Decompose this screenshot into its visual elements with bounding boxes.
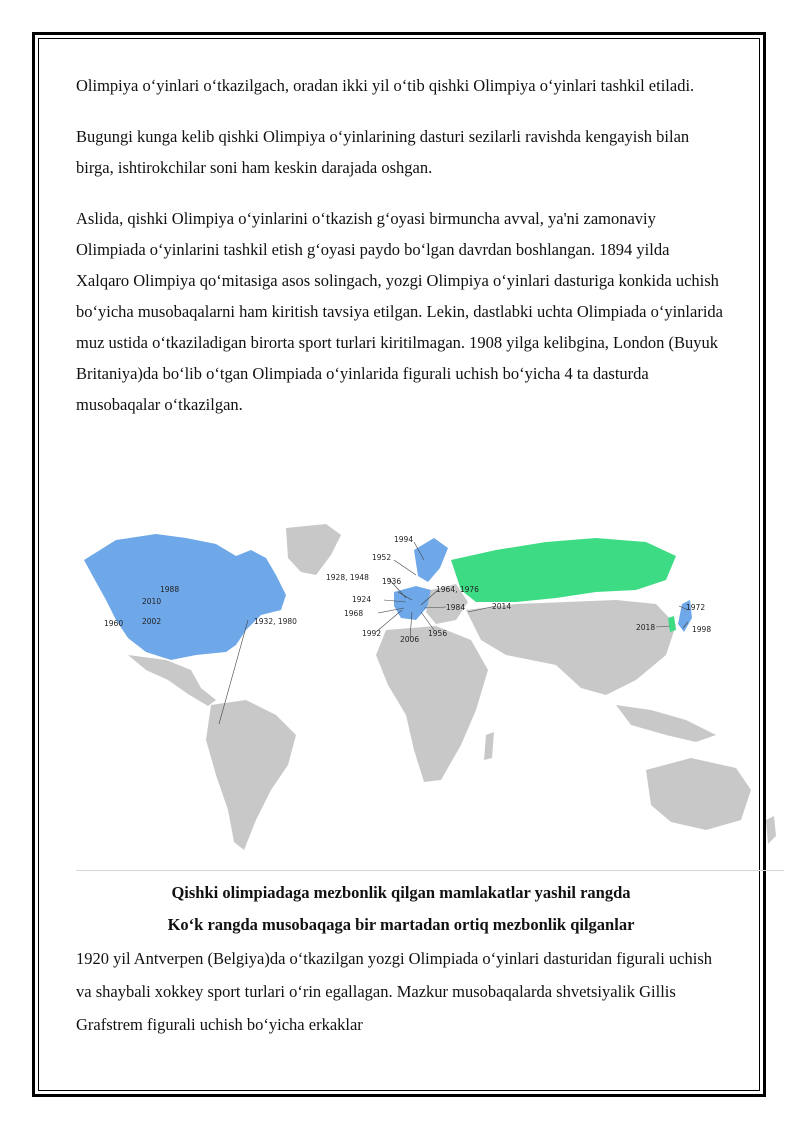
new-zealand [766, 816, 776, 844]
label-1932-1980: 1932, 1980 [254, 617, 297, 626]
label-2010: 2010 [142, 597, 162, 606]
label-1952: 1952 [372, 553, 392, 562]
label-1924: 1924 [352, 595, 372, 604]
world-map-olympic-hosts [76, 520, 786, 865]
label-1992: 1992 [362, 629, 382, 638]
paragraph-1: Olimpiya o‘yinlari o‘tkazilgach, oradan ikki yil o‘tib qishki Olimpiya o‘yinlari tashkil etiladi. [76, 76, 695, 95]
label-1994: 1994 [394, 535, 414, 544]
paragraph-2: Bugungi kunga kelib qishki Olimpiya o‘yinlarining dasturi sezilarli ravishda kengayish bilan birga, ishtirokchilar soni ham keskin darajada oshgan. [76, 127, 690, 177]
africa [376, 626, 488, 782]
label-2006: 2006 [400, 635, 420, 644]
caption-line-2: Ko‘k rangda musobaqaga bir martadan ortiq mezbonlik qilganlar [167, 915, 635, 934]
label-1998: 1998 [692, 625, 712, 634]
russia-green [451, 538, 676, 602]
label-1968: 1968 [344, 609, 364, 618]
label-1956: 1956 [428, 629, 448, 638]
madagascar [484, 732, 494, 760]
scandinavia [414, 538, 448, 582]
label-1984: 1984 [446, 603, 466, 612]
text-block-top [76, 70, 726, 440]
map-divider [76, 870, 784, 871]
paragraph-3: Aslida, qishki Olimpiya o‘yinlarini o‘tkazish g‘oyasi birmuncha avval, ya'ni zamonaviy Olimpiada o‘yinlarini tashkil etish g‘oyasi paydo bo‘lgan davrdan boshlangan. 1894 yilda Xalqaro Olimpiya qo‘mitasiga asos solingach, yozgi Olimpiya o‘yinlari dasturiga konkida uchish bo‘yicha musobaqalarni ham kiritish tavsiya etilgan. Lekin, dastlabki uchta Olimpiada o‘yinlarida muz ustida o‘tkaziladigan birorta sport turlari kiritilmagan. 1908 yilga kelibgina, London (Buyuk Britaniya)da bo‘lib o‘tgan Olimpiada o‘yinlarida figurali uchish bo‘yicha 4 ta dasturda musobaqalar o‘tkazilgan. [76, 209, 723, 414]
caption-line-1: Qishki olimpiadaga mezbonlik qilgan mamlakatlar yashil rangda [171, 883, 631, 902]
label-1988: 1988 [160, 585, 180, 594]
label-2002: 2002 [142, 617, 162, 626]
label-2014: 2014 [492, 602, 512, 611]
greenland [286, 524, 341, 575]
southeast-asia [616, 705, 716, 742]
label-1960: 1960 [104, 619, 124, 628]
label-1964-1976: 1964, 1976 [436, 585, 479, 594]
label-2018: 2018 [636, 623, 656, 632]
paragraph-4: 1920 yil Antverpen (Belgiya)da o‘tkazilgan yozgi Olimpiada o‘yinlari dasturidan figurali uchish va shaybali xokkey sport turlari o‘rin egallagan. Mazkur musobaqalarda shvetsiyalik Gillis Grafstrem figurali uchish bo‘yicha erkaklar [76, 949, 712, 1034]
map-captions [76, 877, 726, 941]
label-1936: 1936 [382, 577, 402, 586]
australia [646, 758, 751, 830]
mexico [128, 655, 216, 706]
asia [466, 600, 676, 695]
label-1928-1948: 1928, 1948 [326, 573, 369, 582]
label-1972: 1972 [686, 603, 706, 612]
north-america-blue [84, 534, 286, 660]
